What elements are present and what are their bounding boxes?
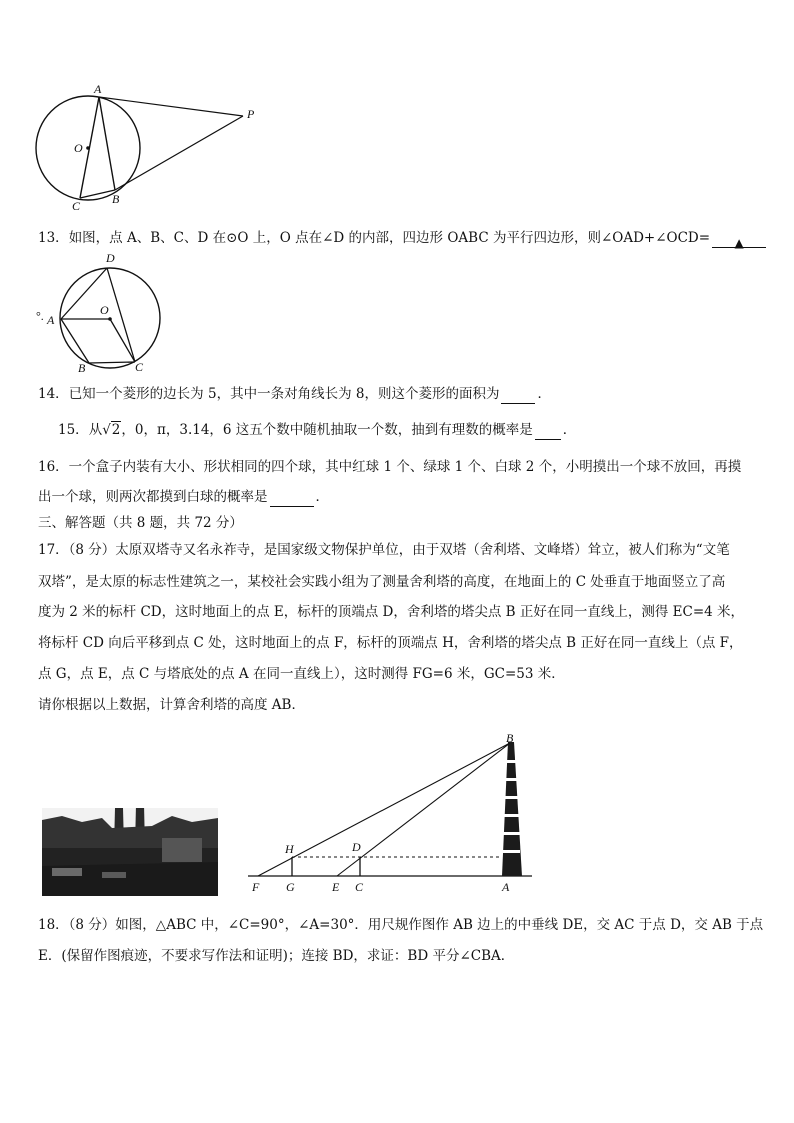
line-fb bbox=[258, 743, 510, 876]
circle-tangent-figure bbox=[30, 80, 270, 210]
twin-pagoda-photo-art bbox=[42, 808, 218, 896]
q13-label-d: D bbox=[106, 251, 115, 265]
label-a: A bbox=[94, 82, 102, 96]
q13-label-b: B bbox=[78, 361, 86, 375]
pagoda-drawing bbox=[502, 742, 522, 876]
question-17-line5: 点 G，点 E，点 C 与塔底处的点 A 在同一直线上），这时测得 FG=6 米，GC=53 米． bbox=[38, 666, 565, 682]
q15-pre: 从 bbox=[88, 422, 103, 438]
q15-number: 15． bbox=[58, 422, 89, 438]
tangent-pa bbox=[99, 97, 243, 116]
q15-end: ． bbox=[562, 422, 577, 438]
q13-label-o: O bbox=[100, 303, 109, 317]
q16-answer-blank bbox=[270, 492, 314, 507]
q16-line2-text: 出一个球，则两次都摸到白球的概率是 bbox=[38, 489, 268, 505]
q13-text: 如图，点 A、B、C、D 在⊙O 上，O 点在∠D 的内部，四边形 OABC 为平行四边形，则∠OAD+∠OCD= bbox=[68, 230, 711, 246]
q15-sqrt: √2 bbox=[102, 422, 121, 438]
q13-label-c: C bbox=[135, 360, 144, 374]
q13-number: 13． bbox=[38, 230, 69, 246]
question-17-line1: 17．（8 分）太原双塔寺又名永祚寺，是国家级文物保护单位，由于双塔（舍利塔、文峰塔）耸立，被人们称为“文笔 bbox=[38, 542, 730, 558]
q16-end: ． bbox=[315, 489, 329, 505]
q13-line-bc bbox=[89, 362, 135, 363]
q14-text: 已知一个菱形的边长为 5，其中一条对角线长为 8，则这个菱形的面积为 bbox=[68, 386, 500, 402]
q17-diagram bbox=[240, 730, 540, 900]
q17-label-a: A bbox=[502, 880, 510, 894]
line-eb bbox=[337, 743, 510, 876]
twin-pagoda-photo bbox=[42, 808, 218, 896]
q17-label-g: G bbox=[286, 880, 295, 894]
q17-label-d: D bbox=[352, 840, 361, 854]
q13-label-a: A bbox=[47, 313, 55, 327]
question-15 bbox=[58, 420, 576, 440]
tangent-pb bbox=[115, 116, 243, 190]
q17-label-f: F bbox=[252, 880, 260, 894]
question-17-line4: 将标杆 CD 向后平移到点 C 处，这时地面上的点 F，标杆的顶端点 H，舍利塔的塔尖点 B 正好在同一直线上（点 F， bbox=[38, 635, 743, 651]
q14-end: ． bbox=[537, 386, 551, 402]
label-o: O bbox=[74, 141, 83, 155]
q17-label-h: H bbox=[285, 842, 294, 856]
question-13 bbox=[38, 228, 768, 248]
question-18-line2: E．(保留作图痕迹，不要求写作法和证明)；连接 BD，求证：BD 平分∠CBA． bbox=[38, 948, 515, 964]
q17-label-c: C bbox=[355, 880, 364, 894]
q14-number: 14． bbox=[38, 386, 69, 402]
q15-sqrt-radicand: 2 bbox=[111, 422, 121, 438]
q15-answer-blank bbox=[535, 425, 561, 440]
chord-cb bbox=[80, 190, 115, 198]
question-17-line2: 双塔”，是太原的标志性建筑之一，某校社会实践小组为了测量舍利塔的高度，在地面上的 C 处垂直于地面竖立了高 bbox=[38, 574, 726, 590]
center-dot bbox=[86, 146, 90, 150]
q13-triangle-mark: ▲ bbox=[734, 236, 744, 250]
question-18-line1: 18．（8 分）如图，△ABC 中，∠C=90°，∠A=30°．用尺规作图作 AB 边上的中垂线 DE，交 AC 于点 D，交 AB 于点 bbox=[38, 917, 764, 933]
question-17-line3: 度为 2 米的标杆 CD，这时地面上的点 E，标杆的顶端点 D，舍利塔的塔尖点 B 正好在同一直线上，测得 EC=4 米， bbox=[38, 604, 745, 620]
q13-center-dot bbox=[108, 317, 112, 321]
question-16-line2 bbox=[38, 487, 329, 507]
q14-answer-blank bbox=[501, 389, 535, 404]
label-c: C bbox=[72, 199, 81, 210]
q15-post: ，0，π，3.14，6 这五个数中随机抽取一个数，抽到有理数的概率是 bbox=[121, 422, 533, 438]
label-b: B bbox=[112, 192, 120, 206]
label-p: P bbox=[247, 107, 255, 121]
q13-line-dc bbox=[107, 268, 135, 362]
chord-ab bbox=[99, 97, 115, 190]
q13-line-oc bbox=[110, 319, 135, 362]
question-16-line1: 16．一个盒子内装有大小、形状相同的四个球，其中红球 1 个、绿球 1 个、白球 2 个，小明摸出一个球不放回，再摸 bbox=[38, 459, 742, 475]
question-14 bbox=[38, 384, 551, 404]
section-3-heading: 三、解答题（共 8 题，共 72 分） bbox=[38, 515, 243, 531]
q17-label-b: B bbox=[506, 731, 514, 745]
question-17-line6: 请你根据以上数据，计算舍利塔的高度 AB． bbox=[38, 697, 305, 713]
q13-answer-blank bbox=[712, 233, 766, 248]
q13-label-deg: °. bbox=[36, 309, 44, 323]
q17-label-e: E bbox=[332, 880, 340, 894]
q13-figure bbox=[34, 250, 174, 375]
